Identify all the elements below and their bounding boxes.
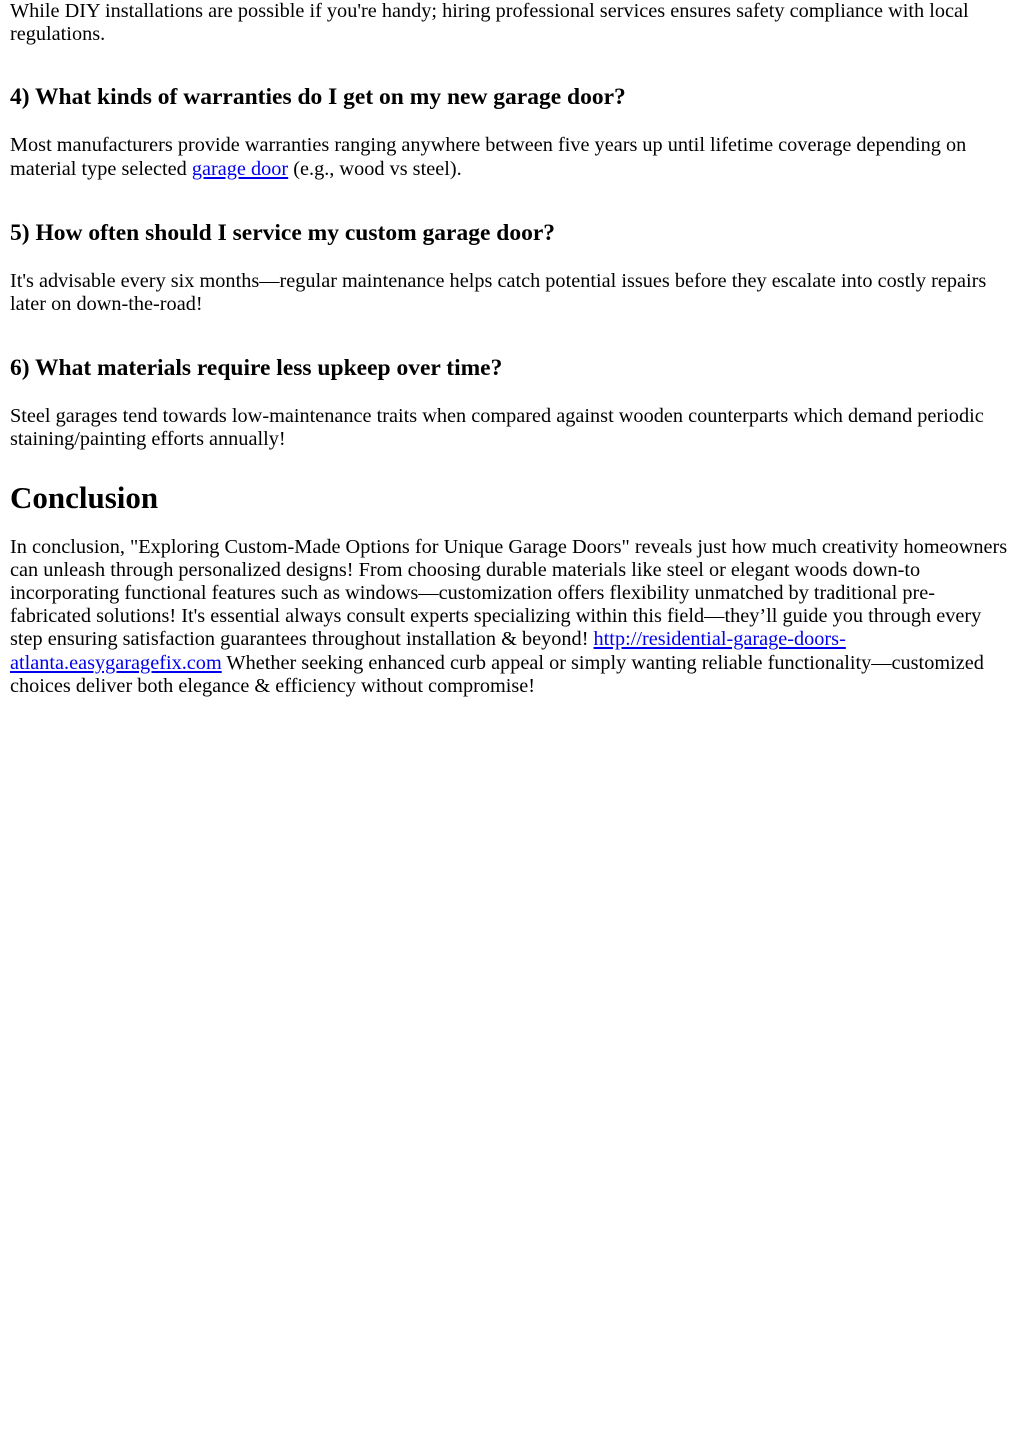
conclusion-paragraph [10,536,1014,698]
faq-question-4: 4) What kinds of warranties do I get on my new garage door? [10,84,626,111]
faq-answer-4-text: Most manufacturers provide warranties ranging anywhere between five years up until lifetime coverage depending on material type selected [10,134,967,180]
intro-paragraph: While DIY installations are possible if you're handy; hiring professional services ensures safety compliance with local regulations. [10,0,969,46]
conclusion-text-end: Whether seeking enhanced curb appeal or simply wanting reliable functionality—customized choices deliver both elegance & efficiency without compromise! [10,651,984,697]
faq-question-5: 5) How often should I service my custom garage door? [10,219,556,246]
garage-door-link[interactable]: garage door [191,157,289,180]
faq-answer-6: Steel garages tend towards low-maintenance traits when compared against wooden counterparts which demand periodic staining/painting efforts annually! [10,405,984,451]
faq-answer-4 [10,134,1014,180]
document-page [0,0,1024,698]
faq-answer-4-text-end: (e.g., wood vs steel). [288,157,462,180]
conclusion-heading: Conclusion [10,479,159,515]
faq-answer-5: It's advisable every six months—regular maintenance helps catch potential issues before they escalate into costly repairs later on down-the-road! [10,269,987,316]
conclusion-text: In conclusion, "Exploring Custom-Made Options for Unique Garage Doors" reveals just how much creativity homeowners can unleash through personalized designs! From choosing durable materials like steel or elegant woods down-to incorporating functional features such as windows—customization offers flexibility unmatched by traditional pre-fabricated solutions! It's essential always consult experts specializing within this field—they’ll guide you through every step ensuring satisfaction guarantees throughout installation & beyond! [10,535,1008,651]
faq-question-6: 6) What materials require less upkeep over time? [10,355,503,382]
residential-garage-doors-link[interactable]: http://residential-garage-doors-atlanta.easygaragefix.com [10,628,846,674]
